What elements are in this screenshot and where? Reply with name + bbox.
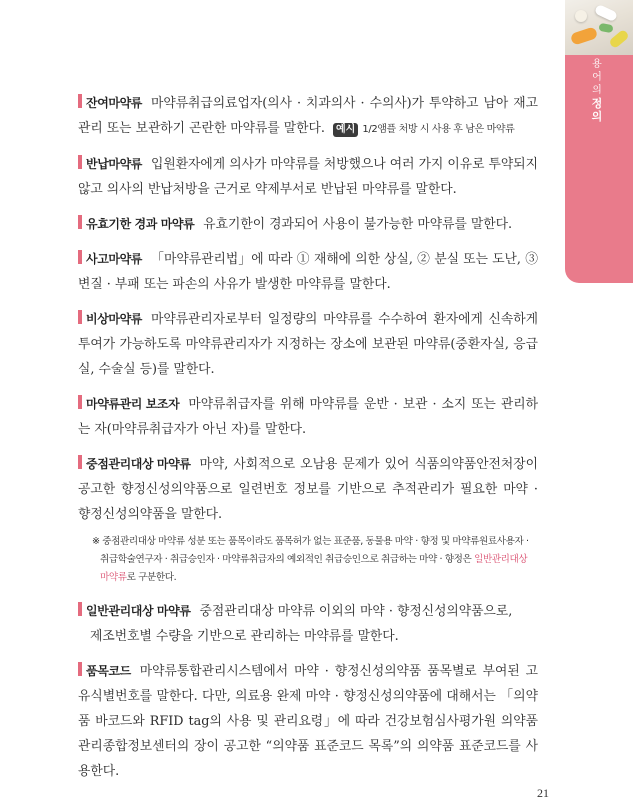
definition-text: 유효기한이 경과되어 사용이 불가능한 마약류를 말한다. (203, 217, 513, 232)
definition-entry (78, 659, 538, 784)
term-heading: 유효기한 경과 마약류 (78, 212, 194, 237)
definition-entry (78, 452, 538, 527)
term-heading: 일반관리대상 마약류 (78, 599, 191, 624)
term-heading: 마약류관리 보조자 (78, 392, 179, 417)
term-marker (78, 94, 82, 108)
definition-text: 마약류관리자로부터 일정량의 마약류를 수수하여 환자에게 신속하게 투여가 가능하도록 마약류관리자가 지정하는 장소에 보관된 마약류(중환자실, 응급실, 수술실 등)를 말한다. (78, 312, 538, 377)
definition-entry (78, 247, 538, 297)
term-heading: 비상마약류 (78, 307, 142, 332)
definition-entry (78, 307, 538, 382)
term-heading: 잔여마약류 (78, 91, 142, 116)
example-badge: 예시 (333, 123, 358, 137)
term-marker (78, 455, 82, 469)
term-marker (78, 155, 82, 169)
definition-entry (78, 152, 538, 202)
definition-text: 마약류취급자를 위해 마약류를 운반 · 보관 · 소지 또는 관리하는 자(마약류취급자가 아닌 자)를 말한다. (78, 397, 538, 437)
chapter-side-tab-label: 용 어 의 정의 (591, 59, 603, 123)
definition-entry (78, 392, 538, 442)
definition-text: 마약류통합관리시스템에서 마약 · 향정신성의약품 품목별로 부여된 고유식별번호를 말한다. 다만, 의료용 완제 마약 · 향정신성의약품에 대해서는 「의약품 바코드와 RFID tag의 사용 및 관리요령」에 따라 건강보험심사평가원 의약품관리종합정보센터의 장이 공고한 “의약품 표준코드 목록”의 의약품 표준코드를 사용한다. (78, 664, 538, 779)
definition-text: 입원환자에게 의사가 마약류를 처방했으나 여러 가지 이유로 투약되지 않고 의사의 반납처방을 근거로 약제부서로 반납된 마약류를 말한다. (78, 157, 538, 197)
definition-text: 중점관리대상 마약류 이외의 마약 · 향정신성의약품으로, (199, 604, 513, 619)
term-marker (78, 602, 82, 616)
term-marker (78, 250, 82, 264)
footnote (92, 533, 538, 587)
definition-entry (78, 91, 538, 142)
definition-text: 마약, 사회적으로 오남용 문제가 있어 식품의약품안전처장이 공고한 향정신성의약품으로 일련번호 정보를 기반으로 추적관리가 필요한 마약 · 향정신성의약품을 말한다. (78, 457, 538, 522)
definition-entry (78, 212, 538, 237)
term-heading: 사고마약류 (78, 247, 142, 272)
definition-text: 「마약류관리법」에 따라 ① 재해에 의한 상실, ② 분실 또는 도난, ③ 변질 · 부패 또는 파손의 사유가 발생한 마약류를 말한다. (78, 252, 538, 292)
footnote-text: ※ 중점관리대상 마약류 성분 또는 품목이라도 품목허가 없는 표준품, 동물용 마약 · 향정 및 마약류원료사용자 · 취급학술연구자 · 취급승인자 · 마약류취급자의 예외적인 취급승인으로 취급하는 마약 · 향정은 (92, 536, 529, 565)
term-marker (78, 662, 82, 676)
term-marker (78, 215, 82, 229)
footnote-suffix: 로 구분한다. (126, 572, 177, 583)
example-text: 1/2앰플 처방 시 사용 후 남은 마약류 (362, 124, 515, 135)
term-heading: 중점관리대상 마약류 (78, 452, 191, 477)
term-heading: 반납마약류 (78, 152, 142, 177)
definitions-list (78, 91, 538, 794)
pills-photo (565, 0, 633, 55)
definition-text-continued: 제조번호별 수량을 기반으로 관리하는 마약류를 말한다. (90, 629, 399, 644)
definition-text: 마약류취급의료업자(의사 · 치과의사 · 수의사)가 투약하고 남아 재고 관리 또는 보관하기 곤란한 마약류를 말한다. (78, 96, 538, 136)
footnote-highlight: 일반관리대상 마약류 (100, 554, 528, 583)
term-marker (78, 310, 82, 324)
term-heading: 품목코드 (78, 659, 131, 684)
term-marker (78, 395, 82, 409)
page-number: 21 (537, 786, 549, 800)
definition-entry (78, 599, 538, 649)
